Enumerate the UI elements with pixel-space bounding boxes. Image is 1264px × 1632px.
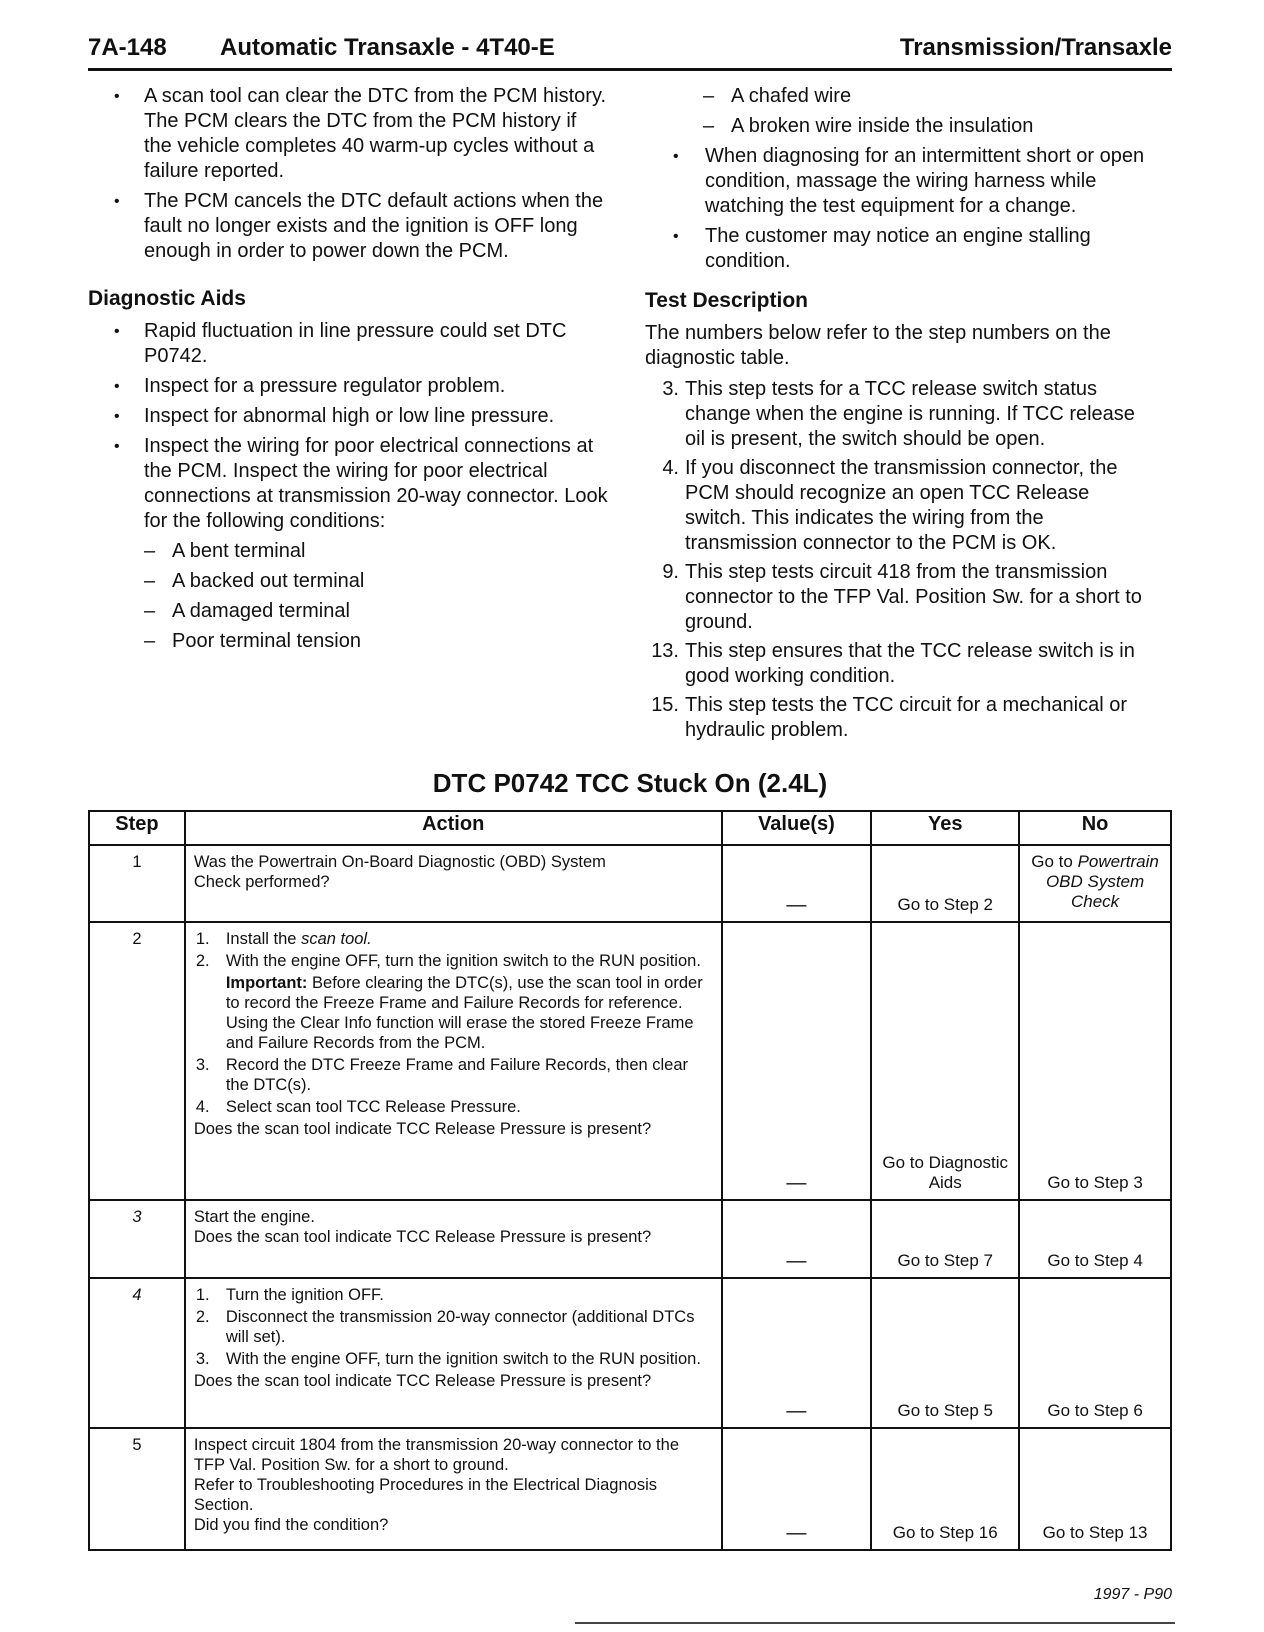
table-header-row bbox=[89, 811, 1171, 845]
left-column bbox=[88, 84, 608, 659]
list-item: – A backed out terminal bbox=[88, 569, 608, 594]
action-list bbox=[194, 1285, 713, 1369]
list-item bbox=[194, 1097, 713, 1117]
value-cell: — bbox=[722, 845, 872, 922]
action-question: Does the scan tool indicate TCC Release Pressure is present? bbox=[193, 1120, 652, 1138]
action-question: Did you find the condition? bbox=[193, 1516, 389, 1534]
yes-cell: Go to Step 7 bbox=[871, 1200, 1019, 1278]
value-cell: — bbox=[722, 1278, 872, 1428]
important-label: Important: bbox=[225, 974, 308, 992]
table-row bbox=[89, 1278, 1171, 1428]
table-row bbox=[89, 1428, 1171, 1550]
list-item bbox=[194, 1285, 713, 1305]
step-cell: 3 bbox=[89, 1200, 185, 1278]
step-number: 4. bbox=[662, 457, 679, 479]
column-header-no: No bbox=[1019, 811, 1171, 845]
yes-cell: Go to Step 2 bbox=[871, 845, 1019, 922]
item-number: 2. bbox=[195, 952, 210, 970]
list-item bbox=[194, 951, 713, 971]
important-text: Before clearing the DTC(s), use the scan tool in order to record the Freeze Frame and Failure Records for reference. Using the Clear Info function will erase the stored Freeze Frame and Failure Records from the PCM. bbox=[225, 974, 703, 1052]
header-divider bbox=[88, 68, 1172, 71]
list-item bbox=[645, 693, 1165, 743]
value-cell: — bbox=[722, 1200, 872, 1278]
test-steps-list bbox=[645, 377, 1165, 743]
diagnostic-aids-list bbox=[88, 319, 608, 534]
item-emphasis: scan tool. bbox=[301, 930, 372, 948]
value-cell: — bbox=[722, 922, 872, 1200]
diagnostic-aids-heading: Diagnostic Aids bbox=[88, 287, 246, 310]
step-text: This step tests for a TCC release switch status change when the engine is running. If TCC release oil is present, the switch should be open. bbox=[685, 378, 1135, 450]
test-description-heading: Test Description bbox=[645, 289, 808, 312]
item-number: 2. bbox=[195, 1308, 210, 1326]
no-cell: Go to Step 6 bbox=[1019, 1278, 1171, 1428]
no-link-text: Powertrain OBD System Check bbox=[1045, 852, 1159, 911]
list-item: • The customer may notice an engine stalling condition. bbox=[645, 224, 1165, 274]
no-cell: Go to Step 4 bbox=[1019, 1200, 1171, 1278]
important-note bbox=[194, 973, 713, 1053]
step-cell: 2 bbox=[89, 922, 185, 1200]
action-text: Was the Powertrain On-Board Diagnostic (OBD) System bbox=[193, 853, 606, 871]
list-item bbox=[194, 1349, 713, 1369]
list-item: – A damaged terminal bbox=[88, 599, 608, 624]
action-text: Inspect circuit 1804 from the transmission 20-way connector to the TFP Val. Position Sw. for a short to ground. bbox=[193, 1436, 679, 1474]
step-text: This step tests the TCC circuit for a mechanical or hydraulic problem. bbox=[685, 694, 1128, 741]
step-cell: 1 bbox=[89, 845, 185, 922]
diagnostic-table bbox=[88, 810, 1172, 1551]
test-description-intro: The numbers below refer to the step numbers on the diagnostic table. bbox=[645, 322, 1111, 369]
step-number: 3. bbox=[662, 378, 679, 400]
bottom-divider bbox=[575, 1622, 1175, 1624]
step-number: 13. bbox=[651, 640, 679, 662]
column-header-step: Step bbox=[89, 811, 185, 845]
list-item: • The PCM cancels the DTC default actions when the fault no longer exists and the ignition is OFF long enough in order to power down the PCM. bbox=[88, 189, 608, 264]
step-text: If you disconnect the transmission connector, the PCM should recognize an open TCC Release switch. This indicates the wiring from the transmission connector to the PCM is OK. bbox=[685, 457, 1118, 554]
no-cell: Go to Step 3 bbox=[1019, 922, 1171, 1200]
action-text: Refer to Troubleshooting Procedures in the Electrical Diagnosis Section. bbox=[193, 1476, 658, 1514]
conditions-list bbox=[88, 539, 608, 654]
item-text: With the engine OFF, turn the ignition switch to the RUN position. bbox=[225, 952, 701, 970]
no-prefix: Go to bbox=[1031, 852, 1073, 871]
item-number: 3. bbox=[195, 1350, 210, 1368]
list-item bbox=[645, 560, 1165, 635]
step-cell: 5 bbox=[89, 1428, 185, 1550]
list-item: – A broken wire inside the insulation bbox=[645, 114, 1165, 139]
page-footer-code: 1997 - P90 bbox=[1093, 1586, 1172, 1603]
action-list bbox=[194, 929, 713, 971]
action-cell bbox=[185, 1278, 722, 1428]
page-header bbox=[88, 30, 1172, 66]
diagnosis-tips-list bbox=[645, 144, 1165, 274]
step-text: This step ensures that the TCC release switch is in good working condition. bbox=[685, 640, 1135, 687]
action-cell bbox=[185, 1428, 722, 1550]
list-item bbox=[194, 1055, 713, 1095]
yes-cell: Go to Step 5 bbox=[871, 1278, 1019, 1428]
no-cell bbox=[1019, 845, 1171, 922]
item-text: Disconnect the transmission 20-way connector (additional DTCs will set). bbox=[225, 1308, 695, 1346]
list-item: – A chafed wire bbox=[645, 84, 1165, 109]
item-text: Turn the ignition OFF. bbox=[225, 1286, 384, 1304]
table-row bbox=[89, 845, 1171, 922]
list-item bbox=[194, 929, 713, 949]
page-number: 7A-148 bbox=[88, 34, 167, 61]
action-text: Start the engine. bbox=[193, 1208, 315, 1226]
list-item: • When diagnosing for an intermittent short or open condition, massage the wiring harness while watching the test equipment for a change. bbox=[645, 144, 1165, 219]
document-title: Automatic Transaxle - 4T40-E bbox=[220, 34, 555, 61]
item-text: Select scan tool TCC Release Pressure. bbox=[225, 1098, 521, 1116]
list-item: – A bent terminal bbox=[88, 539, 608, 564]
column-header-yes: Yes bbox=[871, 811, 1019, 845]
column-header-values: Value(s) bbox=[722, 811, 872, 845]
action-question: Does the scan tool indicate TCC Release Pressure is present? bbox=[193, 1228, 652, 1246]
item-number: 1. bbox=[195, 930, 210, 948]
yes-cell: Go to Step 16 bbox=[871, 1428, 1019, 1550]
table-row bbox=[89, 922, 1171, 1200]
column-header-action: Action bbox=[185, 811, 722, 845]
list-item: • Inspect for abnormal high or low line pressure. bbox=[88, 404, 608, 429]
item-text: With the engine OFF, turn the ignition switch to the RUN position. bbox=[225, 1350, 701, 1368]
list-item bbox=[645, 639, 1165, 689]
list-item: – Poor terminal tension bbox=[88, 629, 608, 654]
list-item: • Inspect for a pressure regulator problem. bbox=[88, 374, 608, 399]
table-title: DTC P0742 TCC Stuck On (2.4L) bbox=[432, 768, 828, 798]
action-text: Check performed? bbox=[193, 873, 330, 891]
list-item bbox=[194, 1307, 713, 1347]
action-cell bbox=[185, 1200, 722, 1278]
table-row bbox=[89, 1200, 1171, 1278]
yes-cell: Go to Diagnostic Aids bbox=[871, 922, 1019, 1200]
list-item bbox=[645, 456, 1165, 556]
right-column bbox=[645, 84, 1165, 747]
list-item: • Inspect the wiring for poor electrical connections at the PCM. Inspect the wiring for poor electrical connections at transmission 20-way connector. Look for the following conditions: bbox=[88, 434, 608, 534]
list-item: • Rapid fluctuation in line pressure could set DTC P0742. bbox=[88, 319, 608, 369]
item-number: 1. bbox=[195, 1286, 210, 1304]
action-cell bbox=[185, 845, 722, 922]
item-number: 4. bbox=[195, 1098, 210, 1116]
step-text: This step tests circuit 418 from the transmission connector to the TFP Val. Position Sw. for a short to ground. bbox=[685, 561, 1142, 633]
list-item: • A scan tool can clear the DTC from the PCM history. The PCM clears the DTC from the PCM history if the vehicle completes 40 warm-up cycles without a failure reported. bbox=[88, 84, 608, 184]
conditions-list-continued bbox=[645, 84, 1165, 139]
item-text: Record the DTC Freeze Frame and Failure Records, then clear the DTC(s). bbox=[225, 1056, 689, 1094]
action-list bbox=[194, 1055, 713, 1117]
step-number: 9. bbox=[662, 561, 679, 583]
step-number: 15. bbox=[651, 694, 679, 716]
step-cell: 4 bbox=[89, 1278, 185, 1428]
item-number: 3. bbox=[195, 1056, 210, 1074]
item-text: Install the bbox=[225, 930, 302, 948]
action-cell bbox=[185, 922, 722, 1200]
section-title: Transmission/Transaxle bbox=[899, 34, 1172, 61]
list-item bbox=[645, 377, 1165, 452]
value-cell: — bbox=[722, 1428, 872, 1550]
intro-bullet-list bbox=[88, 84, 608, 264]
no-cell: Go to Step 13 bbox=[1019, 1428, 1171, 1550]
action-question: Does the scan tool indicate TCC Release Pressure is present? bbox=[193, 1372, 652, 1390]
